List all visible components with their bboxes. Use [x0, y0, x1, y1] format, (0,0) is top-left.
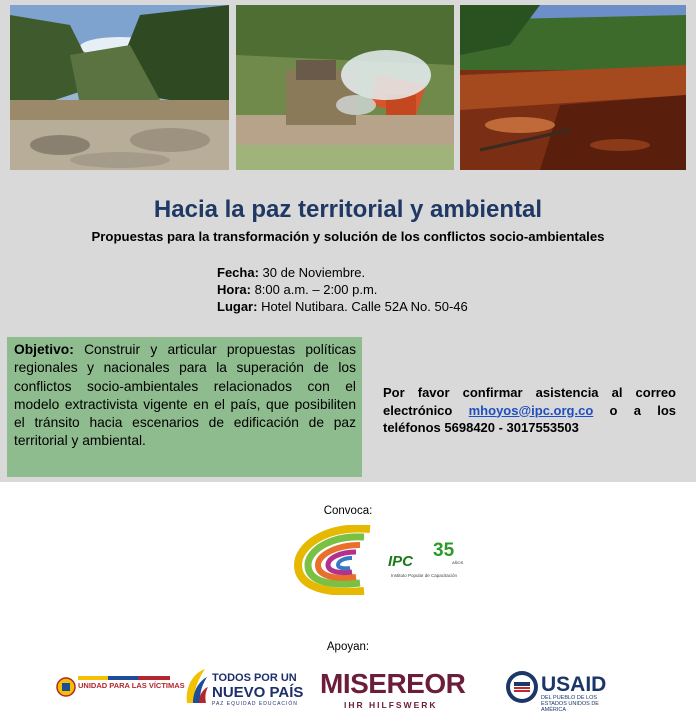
ipc-rainbow-logo: [294, 525, 372, 595]
time-value: 8:00 a.m. – 2:00 p.m.: [250, 282, 378, 297]
place-line: [217, 298, 468, 315]
victimas-logo-text: UNIDAD PARA LAS VÍCTIMAS: [78, 681, 185, 690]
objective-label: Objetivo:: [14, 342, 74, 357]
time-label: Hora:: [217, 282, 251, 297]
place-label: Lugar:: [217, 299, 258, 314]
usaid-subtitle: DEL PUEBLO DE LOS ESTADOS UNIDOS DE AMÉRICA: [541, 695, 599, 713]
page-subtitle: Propuestas para la transformación y solución de los conflictos socio-ambientales: [91, 229, 605, 244]
misereor-logo-text: MISEREOR: [320, 668, 466, 699]
todos-line3: PAZ EQUIDAD EDUCACIÓN: [212, 701, 298, 707]
time-line: [217, 281, 468, 298]
ipc-35-years: 35: [433, 540, 455, 561]
ipc-logo-text: IPC: [388, 553, 414, 570]
todos-line1: TODOS POR UN: [212, 672, 297, 684]
date-label: Fecha:: [217, 265, 259, 280]
date-line: [217, 264, 468, 281]
usaid-seal-icon: [505, 670, 539, 704]
page-title: Hacia la paz territorial y ambiental: [153, 196, 543, 223]
objective-text: Construir y articular propuestas políticas regionales y nacionales para la superación de los conflictos socio-ambientales relacionados con el modelo extractivista vigente en el país, que posibiliten el tránsito hacia escenarios de edificación de paz territorial y ambiental.: [14, 342, 356, 449]
event-details: [217, 264, 468, 315]
ipc-subtitle: Instituto Popular de Capacitación: [391, 573, 458, 578]
convoca-label: Convoca:: [323, 505, 373, 517]
rsvp-after: o a los teléfonos 5698420 - 3017553503: [383, 402, 676, 435]
rsvp-email-link[interactable]: mhoyos@ipc.org.co: [468, 402, 594, 418]
usaid-logo-text: USAID: [541, 673, 607, 696]
colombia-shield-icon: [56, 677, 76, 697]
date-value: 30 de Noviembre.: [258, 265, 366, 280]
misereor-subtitle: IHR HILFSWERK: [344, 700, 438, 710]
rsvp-text: [383, 384, 676, 437]
apoyan-label: Apoyan:: [326, 641, 370, 653]
photo-river-canyon: [10, 5, 229, 170]
rsvp-before: Por favor confirmar asistencia al correo electrónico: [383, 385, 676, 418]
todos-por-un-nuevo-pais-icon: [183, 667, 209, 705]
photo-polluted-river: [460, 5, 686, 170]
objective-box: [7, 337, 362, 477]
photo-mining-dredge: [236, 5, 454, 170]
place-value: Hotel Nutibara. Calle 52A No. 50-46: [257, 299, 468, 314]
todos-line2: NUEVO PAÍS: [212, 684, 304, 701]
victimas-stripe: [78, 676, 170, 680]
ipc-years-label: AÑOS: [452, 560, 464, 565]
